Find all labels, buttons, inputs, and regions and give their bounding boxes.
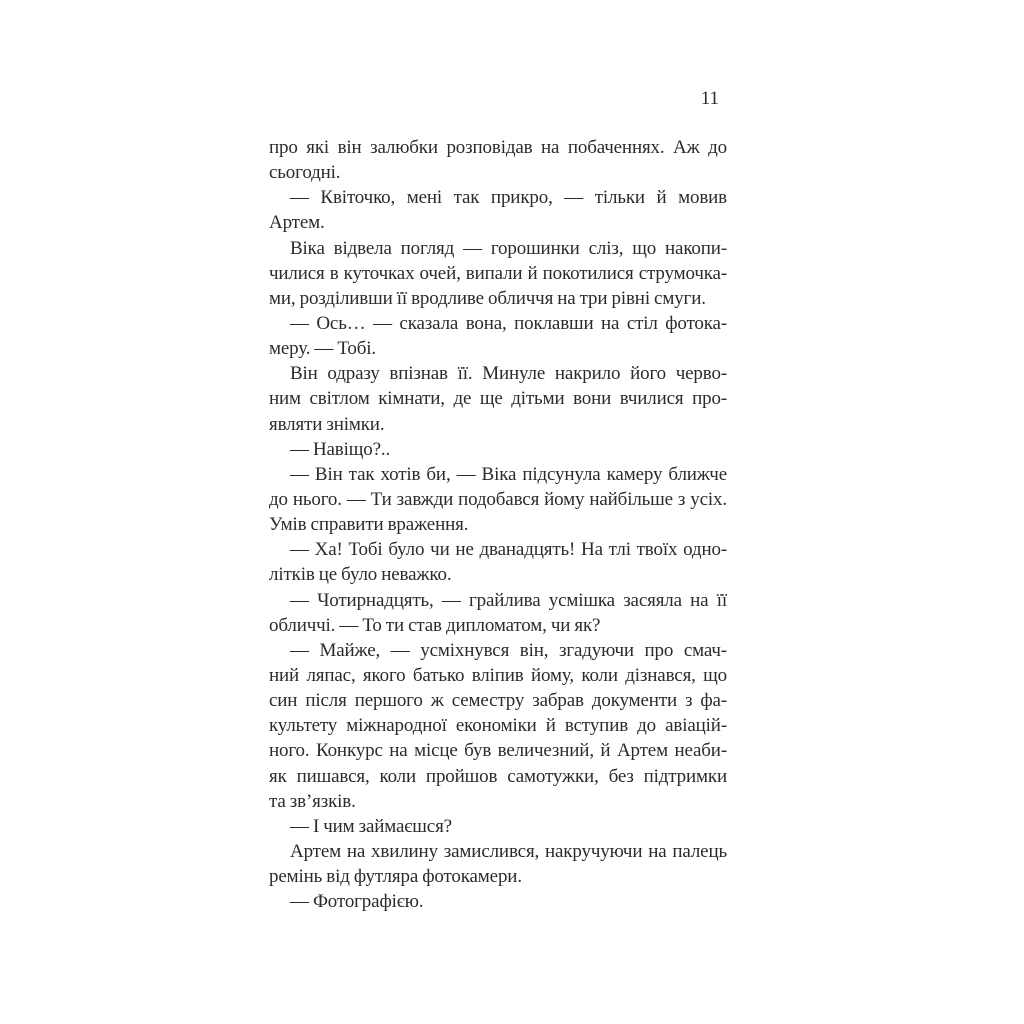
- text-block: [269, 135, 727, 914]
- text-line: — Майже, — усміхнувся він, згадуючи про смач-: [290, 639, 727, 661]
- text-line: про які він залюбки розповідав на побаченнях. Аж до: [269, 137, 727, 158]
- text-line: культету міжнародної економіки й вступив до авіацій-: [269, 715, 727, 737]
- text-line: ми, розділивши її вродливе обличчя на три рівні смуги.: [269, 287, 706, 309]
- text-line: до нього. — Ти завжди подобався йому найбільше з усіх.: [269, 488, 727, 510]
- text-line: ного. Конкурс на місце був величезний, й Артем неаби-: [269, 740, 727, 762]
- text-line: — Чотирнадцять, — грайлива усмішка засяяла на її: [290, 589, 727, 611]
- text-line: ний ляпас, якого батько вліпив йому, коли дізнався, що: [269, 664, 727, 686]
- text-line: Артем.: [269, 212, 325, 234]
- text-line: Він одразу впізнав її. Минуле накрило його черво-: [290, 363, 727, 385]
- text-line: чилися в куточках очей, випали й покотилися струмочка-: [269, 262, 727, 284]
- text-line: Артем на хвилину замислився, накручуючи на палець: [290, 840, 727, 862]
- text-line: меру. — Тобі.: [269, 338, 376, 360]
- text-line: Віка відвела погляд — горошинки сліз, що накопи-: [290, 237, 727, 259]
- text-line: обличчі. — То ти став дипломатом, чи як?: [269, 614, 601, 636]
- text-line: — Фотографією.: [290, 891, 424, 913]
- text-line: ремінь від футляра фотокамери.: [269, 866, 522, 888]
- text-line: літків це було неважко.: [269, 564, 452, 586]
- text-line: як пишався, коли пройшов самотужки, без підтримки: [269, 765, 727, 787]
- text-line: являти знімки.: [269, 413, 385, 435]
- text-line: та зв’язків.: [269, 790, 356, 812]
- text-line: ним світлом кімнати, де ще дітьми вони вчилися про-: [269, 388, 727, 410]
- page-number: 11: [700, 88, 719, 109]
- text-line: сьогодні.: [269, 162, 341, 184]
- text-line: син після першого ж семестру забрав документи з фа-: [269, 690, 727, 712]
- text-line: — Ось… — сказала вона, поклавши на стіл фотока-: [290, 312, 727, 334]
- text-line: — Квіточко, мені так прикро, — тільки й мовив: [290, 187, 727, 209]
- text-line: Умів справити враження.: [269, 514, 469, 536]
- text-line: — Ха! Тобі було чи не дванадцять! На тлі твоїх одно-: [290, 539, 727, 561]
- text-line: — Він так хотів би, — Віка підсунула камеру ближче: [290, 463, 727, 485]
- text-line: — І чим займаєшся?: [290, 815, 452, 837]
- text-line: — Навіщо?..: [290, 438, 391, 460]
